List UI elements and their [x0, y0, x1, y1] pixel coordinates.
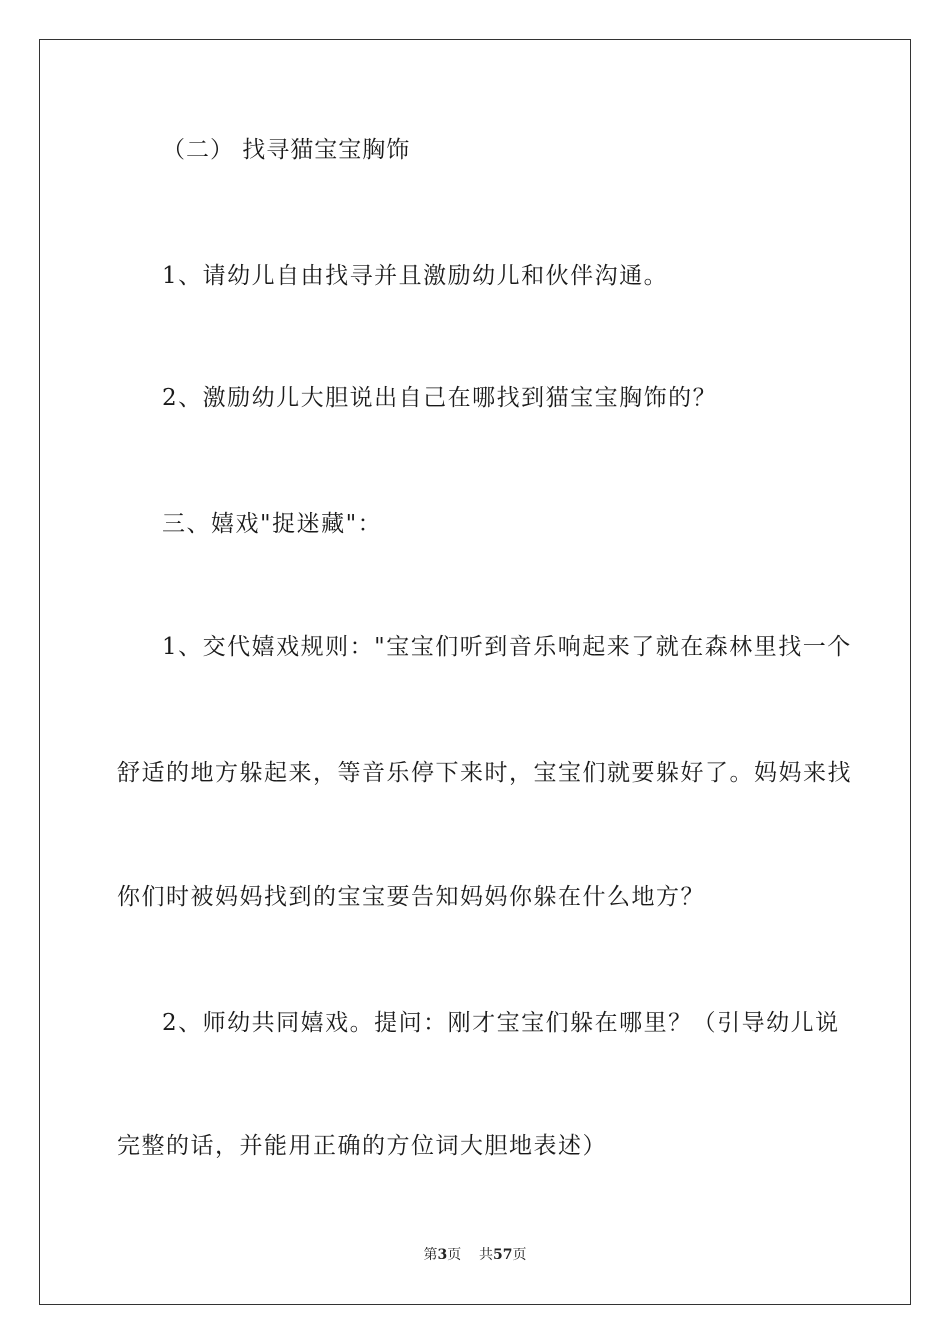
paragraph-line: 舒适的地方躲起来，等音乐停下来时，宝宝们就要躲好了。妈妈来找 — [117, 760, 852, 786]
paragraph-line: 2、激励幼儿大胆说出自己在哪找到猫宝宝胸饰的？ — [162, 385, 718, 411]
paragraph-line: 完整的话，并能用正确的方位词大胆地表述） — [117, 1133, 607, 1159]
total-suffix: 页 — [512, 1247, 527, 1263]
page-suffix: 页 — [447, 1247, 462, 1263]
page-border — [39, 39, 911, 1305]
paragraph-line: 你们时被妈妈找到的宝宝要告知妈妈你躲在什么地方？ — [117, 884, 705, 910]
page-number: 3 — [437, 1247, 448, 1263]
page-prefix: 第 — [423, 1247, 438, 1263]
section-heading: 三、嬉戏"捉迷藏"： — [162, 511, 383, 537]
total-pages: 57 — [493, 1247, 513, 1263]
paragraph-line: 1、请幼儿自由找寻并且激励幼儿和伙伴沟通。 — [162, 263, 669, 289]
paragraph-line: 1、交代嬉戏规则："宝宝们听到音乐响起来了就在森林里找一个 — [162, 634, 852, 660]
section-subheading: （二） 找寻猫宝宝胸饰 — [162, 137, 411, 163]
total-prefix: 共 — [479, 1247, 494, 1263]
page-footer — [0, 1246, 950, 1264]
paragraph-line: 2、师幼共同嬉戏。提问：刚才宝宝们躲在哪里？（引导幼儿说 — [162, 1010, 840, 1036]
